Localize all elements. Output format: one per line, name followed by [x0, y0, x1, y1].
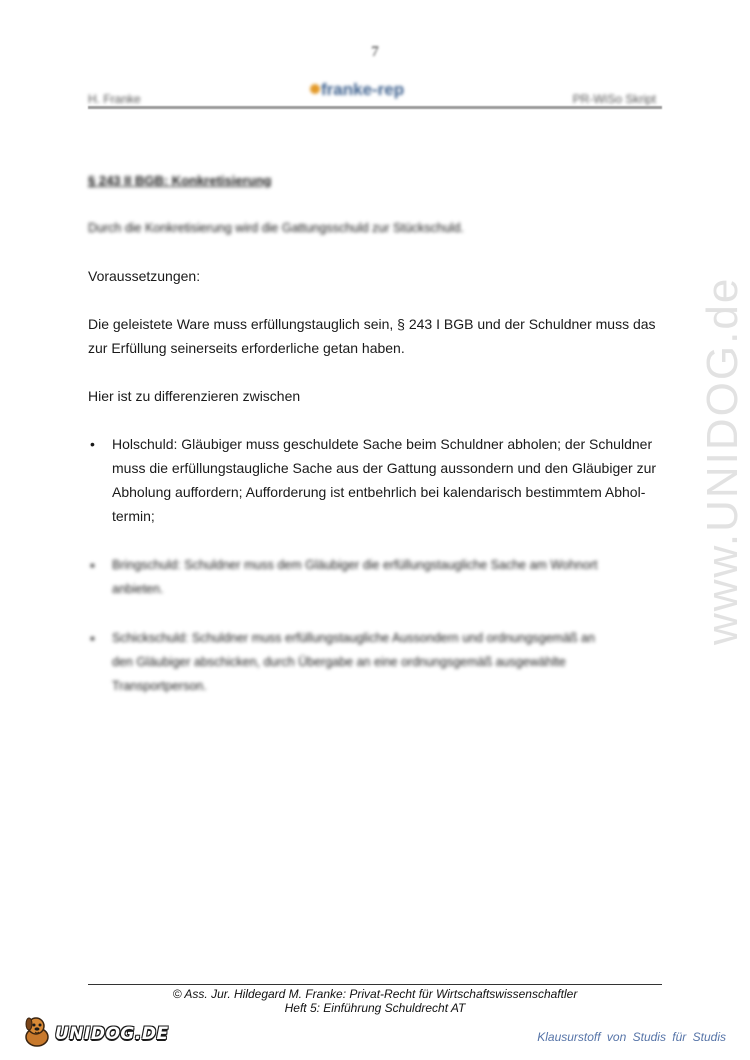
bullet-line: Schickschuld: Schuldner muss erfüllungstaugliche Aussondern und ordnungsgemäß an	[112, 631, 595, 645]
bullet-line: Abholung auffordern; Aufforderung ist entbehrlich bei kalendarisch bestimmtem Abhol-	[112, 484, 646, 500]
list-item	[88, 553, 662, 601]
dog-mascot-icon	[22, 1015, 52, 1047]
unidog-logo[interactable]	[22, 1015, 169, 1049]
watermark: www.UNIDOG.de	[698, 276, 747, 645]
header-divider	[88, 106, 662, 109]
prerequisites-line-2: zur Erfüllung seinerseits erforderliche getan haben.	[88, 340, 405, 356]
differentiate-paragraph: Hier ist zu differenzieren zwischen	[88, 388, 301, 404]
prerequisites-paragraph	[88, 312, 658, 360]
header-author: H. Franke	[88, 92, 141, 106]
bullet-list	[88, 432, 662, 698]
bullet-line: anbieten.	[112, 582, 164, 596]
bullet-line: Bringschuld: Schuldner muss dem Gläubiger die erfüllungstaugliche Sache am Wohnort	[112, 558, 598, 572]
bullet-line: Transportperson.	[112, 679, 207, 693]
footer-divider	[88, 984, 662, 985]
page-header	[88, 80, 662, 110]
bullet-line: Holschuld: Gläubiger muss geschuldete Sache beim Schuldner abholen; der Schuldner	[112, 436, 653, 452]
bullet-line: muss die erfüllungstaugliche Sache aus der Gattung aussondern und den Gläubiger zur	[112, 460, 657, 476]
slogan: Klausurstoff von Studis für Studis	[537, 1030, 726, 1044]
bullet-dot-icon: •	[90, 557, 95, 573]
header-logo	[310, 80, 404, 100]
header-series: PR-WiSo Skript	[572, 92, 656, 106]
bullet-dot-icon: •	[90, 630, 95, 646]
bullet-line: termin;	[112, 508, 155, 524]
logo-dot-icon	[310, 84, 320, 94]
prerequisites-line-1: Die geleistete Ware muss erfüllungstauglich sein, § 243 I BGB und der Schuldner muss das	[88, 316, 656, 332]
footer-booklet: Heft 5: Einführung Schuldrecht AT	[284, 1001, 466, 1015]
footer-copyright: © Ass. Jur. Hildegard M. Franke: Privat-Recht für Wirtschaftswissenschaftler	[172, 987, 578, 1001]
intro-paragraph: Durch die Konkretisierung wird die Gattungsschuld zur Stückschuld.	[88, 221, 464, 235]
unidog-logo-text: UNIDOG.DE	[55, 1024, 169, 1044]
page-number: 7	[371, 44, 379, 60]
list-item	[88, 432, 662, 528]
bullet-line: den Gläubiger abschicken, durch Übergabe an eine ordnungsgemäß ausgewählte	[112, 655, 566, 669]
list-item	[88, 626, 662, 698]
header-logo-text: franke-rep	[321, 80, 405, 99]
section-heading: § 243 II BGB: Konkretisierung	[88, 173, 272, 188]
prerequisites-label: Voraussetzungen:	[88, 268, 201, 284]
bullet-dot-icon: •	[90, 436, 95, 452]
